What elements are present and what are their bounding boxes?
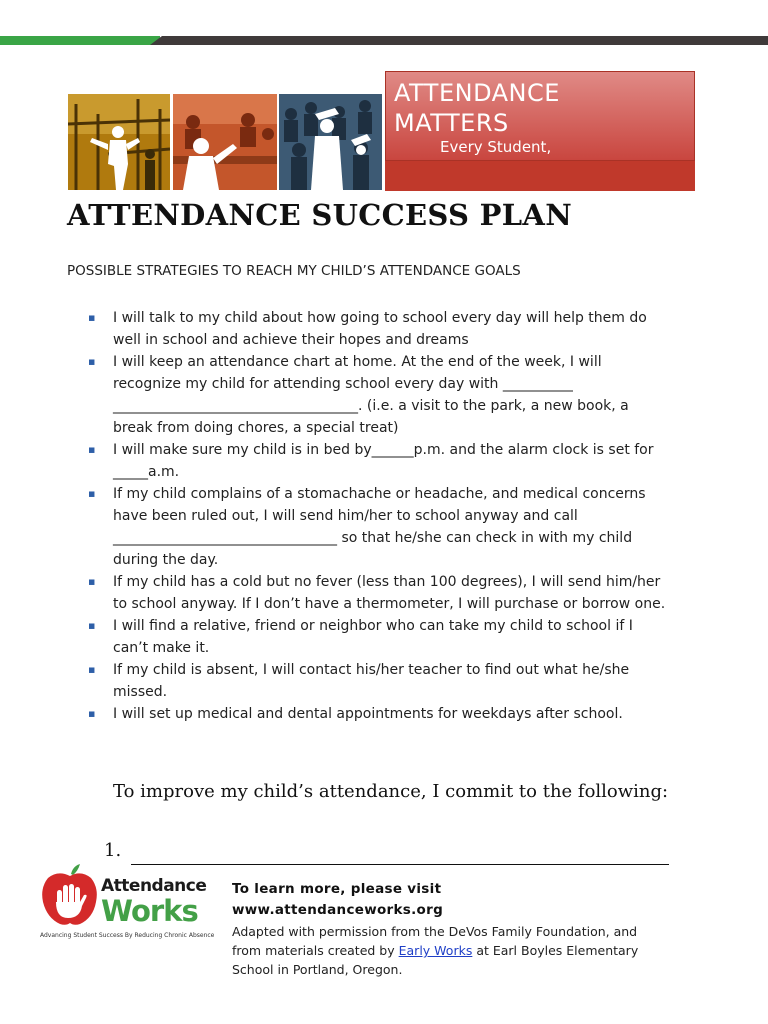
footer-info (232, 879, 662, 979)
footer-website: www.attendanceworks.org (232, 902, 444, 918)
bullet-icon: ▪ (88, 355, 96, 368)
strategy-text: I will make sure my child is in bed by______p.m. and the alarm clock is set for _____a.m. (113, 442, 654, 480)
apple-hand-icon (40, 862, 100, 928)
strategy-text: If my child has a cold but no fever (less than 100 degrees), I will send him/her to school anyway. If I don’t have a thermometer, I will purchase or borrow one. (113, 574, 666, 612)
commitment-heading: To improve my child’s attendance, I commit to the following: (113, 781, 669, 802)
header-photo-classroom (173, 94, 277, 190)
header-photo-playground (68, 94, 170, 190)
commitment-blank-line[interactable] (131, 864, 669, 865)
strategy-text: I will talk to my child about how going to school every day will help them do well in school and achieve their hopes and dreams (113, 310, 647, 348)
strategy-text: I will find a relative, friend or neighbor who can take my child to school if I can’t make it. (113, 618, 633, 656)
bullet-icon: ▪ (88, 443, 96, 456)
commitment-number: 1. (104, 840, 122, 861)
header-accent-dark (150, 36, 768, 45)
header-photo-graduation (279, 94, 382, 190)
logo-tagline: Advancing Student Success By Reducing Chronic Absence (40, 932, 215, 939)
list-item (88, 483, 668, 571)
bullet-icon: ▪ (88, 575, 96, 588)
early-works-link[interactable]: Early Works (398, 943, 473, 958)
list-item (88, 307, 668, 351)
banner-title-line-1: ATTENDANCE (394, 79, 560, 107)
strategy-text: I will set up medical and dental appointments for weekdays after school. (113, 706, 623, 722)
banner-subtitle: Every Student, (440, 138, 552, 156)
strategy-text: If my child complains of a stomachache or headache, and medical concerns have been ruled out, I will send him/her to school anyway and call ________________________________ so that he/she can check in with my child during the day. (113, 486, 646, 568)
playground-image (68, 94, 170, 190)
strategy-text: If my child is absent, I will contact his/her teacher to find out what he/she missed. (113, 662, 630, 700)
bullet-icon: ▪ (88, 619, 96, 632)
list-item (88, 659, 668, 703)
bullet-icon: ▪ (88, 707, 96, 720)
footer-credits (232, 922, 662, 979)
banner-gradient-panel (385, 71, 695, 161)
logo-wordmark-line-1: Attendance (101, 876, 207, 896)
list-item (88, 439, 668, 483)
attendance-matters-banner (385, 71, 695, 191)
footer-learn-more: To learn more, please visit (232, 881, 442, 897)
page-title: ATTENDANCE SUCCESS PLAN (67, 198, 573, 232)
strategy-text: I will keep an attendance chart at home. At the end of the week, I will recognize my child for attending school every day with __________ ___________________________________. (i.e. a visit to the park, a new book, a break from doing chores, a special treat) (113, 354, 629, 436)
list-item (88, 351, 668, 439)
list-item (88, 703, 668, 725)
footer-credits-suffix: at Earl Boyles Elementary School in Portland, Oregon. (232, 943, 639, 977)
bullet-icon: ▪ (88, 311, 96, 324)
logo-wordmark-line-2: Works (101, 894, 198, 928)
list-item (88, 571, 668, 615)
banner-title-line-2: MATTERS (394, 109, 509, 137)
classroom-image (173, 94, 277, 190)
header-accent-green (0, 36, 160, 45)
list-item (88, 615, 668, 659)
footer-credits-prefix: Adapted with permission from the DeVos Family Foundation, and from materials created by (232, 924, 638, 958)
strategy-list (88, 307, 668, 725)
page-subtitle: POSSIBLE STRATEGIES TO REACH MY CHILD’S ATTENDANCE GOALS (67, 263, 521, 279)
bullet-icon: ▪ (88, 663, 96, 676)
attendance-works-logo (40, 862, 215, 944)
bullet-icon: ▪ (88, 487, 96, 500)
banner-title (394, 78, 560, 138)
graduation-image (279, 94, 382, 190)
